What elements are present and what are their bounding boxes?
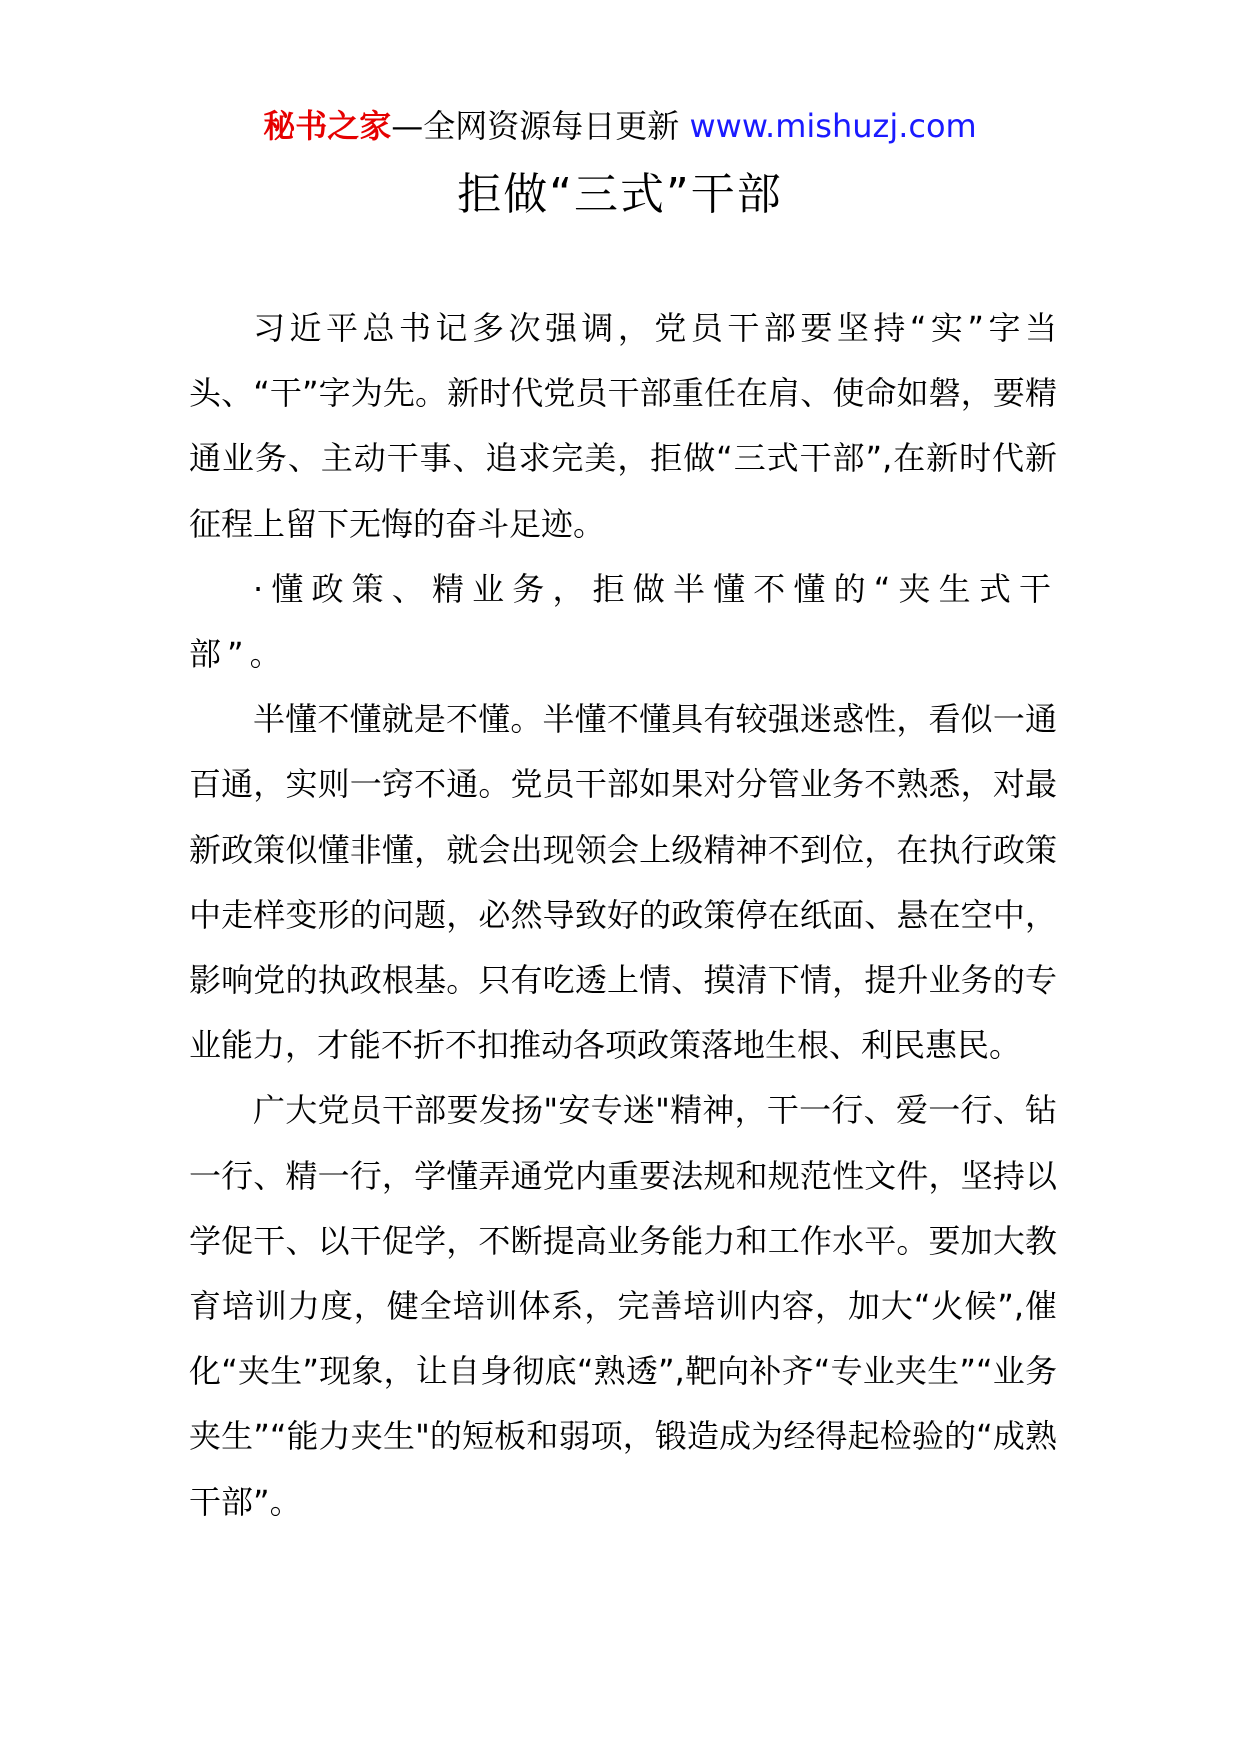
article-title: 拒做“三式”干部 [457, 169, 783, 220]
site-header [0, 104, 1240, 148]
paragraph-body: 半懂不懂就是不懂。半懂不懂具有较强迷惑性，看似一通百通，实则一窍不通。党员干部如果对分管业务不熟悉，对最新政策似懂非懂，就会出现领会上级精神不到位，在执行政策中走样变形的问题，必然导致好的政策停在纸面、悬在空中，影响党的执政根基。只有吃透上情、摸清下情，提升业务的专业能力，才能不折不扣推动各项政策落地生根、利民惠民。 [189, 700, 1057, 1065]
article-body [189, 296, 1057, 1535]
brand-name: 秘书之家 [263, 107, 392, 145]
site-slogan: —全网资源每日更新 [391, 107, 690, 145]
paragraph-intro: 习近平总书记多次强调，党员干部要坚持“实”字当头、“干”字为先。新时代党员干部重任在肩、使命如磐，要精通业务、主动干事、追求完美，拒做“三式干部”,在新时代新征程上留下无悔的奋斗足迹。 [189, 309, 1057, 543]
paragraph-body: 广大党员干部要发扬"安专迷"精神，干一行、爱一行、钻一行、精一行，学懂弄通党内重要法规和规范性文件，坚持以学促干、以干促学，不断提高业务能力和工作水平。要加大教育培训力度，健全培训体系，完善培训内容，加大“火候”,催化“夹生”现象，让自身彻底“熟透”,靶向补齐“专业夹生”“业务夹生”“能力夹生"的短板和弱项，锻造成为经得起检验的“成熟干部”。 [189, 1091, 1057, 1521]
site-url-link[interactable]: www.mishuzj.com [689, 107, 977, 145]
section-heading: ·懂政策、精业务，拒做半懂不懂的“夹生式干部”。 [189, 569, 1057, 674]
